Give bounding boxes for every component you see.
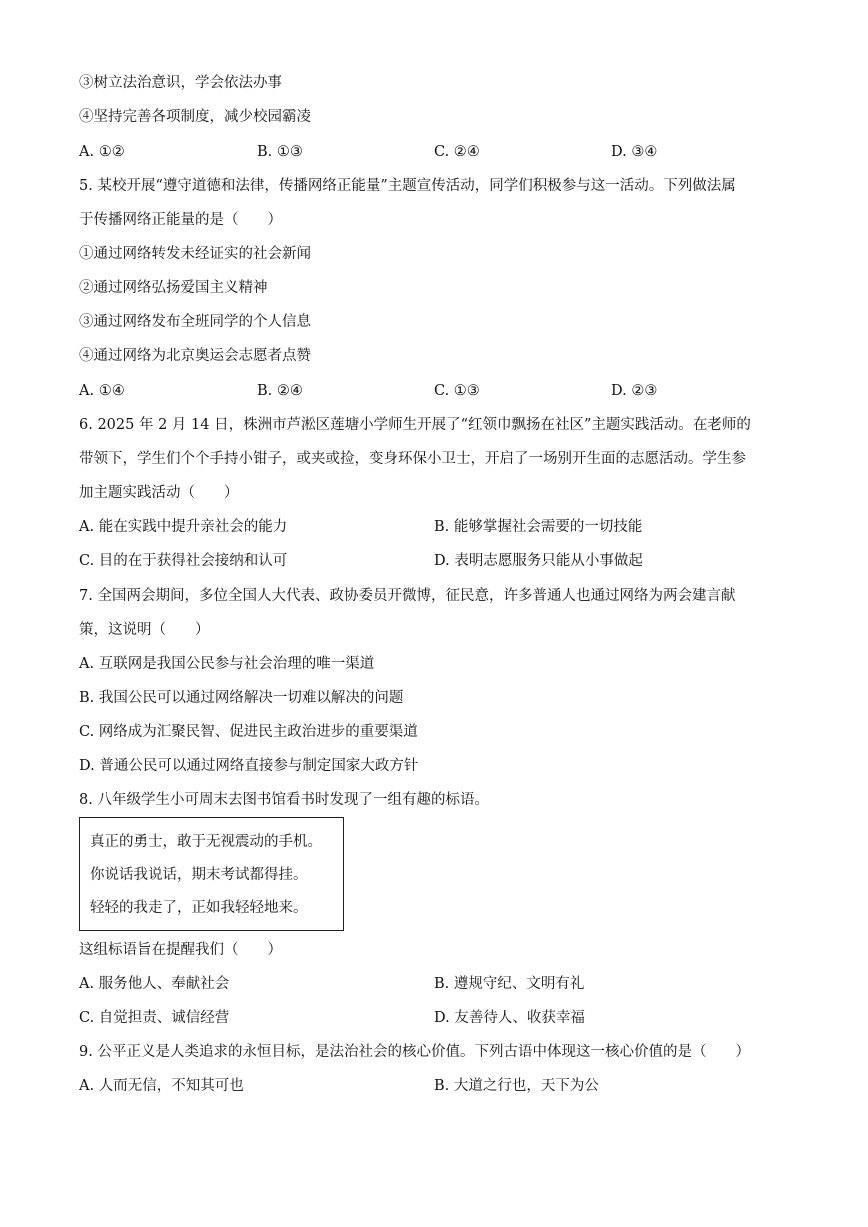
- q4-statement-3: ③树立法治意识，学会依法办事: [79, 75, 282, 91]
- q5-option-a: A. ①④: [79, 383, 125, 399]
- q7-option-b: B. 我国公民可以通过网络解决一切难以解决的问题: [79, 690, 404, 706]
- q7-option-a: A. 互联网是我国公民参与社会治理的唯一渠道: [79, 656, 375, 672]
- q9-option-a: A. 人而无信，不知其可也: [79, 1078, 244, 1094]
- q6-stem-line3: 加主题实践活动（ ）: [79, 485, 239, 501]
- q7-option-c: C. 网络成为汇聚民智、促进民主政治进步的重要渠道: [79, 724, 418, 740]
- q4-option-a: A. ①②: [79, 144, 125, 160]
- q8-option-c: C. 自觉担责、诚信经营: [79, 1010, 230, 1026]
- q8-option-b: B. 遵规守纪、文明有礼: [434, 976, 585, 992]
- q5-stem-line2: 于传播网络正能量的是（ ）: [79, 212, 282, 228]
- q5-option-c: C. ①③: [434, 383, 480, 399]
- q5-statement-3: ③通过网络发布全班同学的个人信息: [79, 314, 311, 330]
- slogan-3: 轻轻的我走了，正如我轻轻地来。: [90, 900, 308, 916]
- q5-stem-line1: 5. 某校开展“遵守道德和法律，传播网络正能量”主题宣传活动，同学们积极参与这一活动。下列做法属: [79, 178, 736, 194]
- q7-option-d: D. 普通公民可以通过网络直接参与制定国家大政方针: [79, 758, 419, 774]
- q9-option-b: B. 大道之行也，天下为公: [434, 1078, 599, 1094]
- q6-option-a: A. 能在实践中提升亲社会的能力: [79, 519, 288, 535]
- q6-stem-line2: 带领下，学生们个个手持小钳子，或夹或捡，变身环保小卫士，开启了一场别开生面的志愿活动。学生参: [79, 451, 746, 467]
- q8-stem: 8. 八年级学生小可周末去图书馆看书时发现了一组有趣的标语。: [79, 792, 489, 808]
- slogan-2: 你说话我说话，期末考试都得挂。: [90, 867, 308, 883]
- q5-option-d: D. ②③: [611, 383, 658, 399]
- q4-option-d: D. ③④: [611, 144, 658, 160]
- q8-option-a: A. 服务他人、奉献社会: [79, 976, 230, 992]
- q9-stem: 9. 公平正义是人类追求的永恒目标，是法治社会的核心价值。下列古语中体现这一核心价值的是（ ）: [79, 1044, 750, 1060]
- q8-option-d: D. 友善待人、收获幸福: [434, 1010, 585, 1026]
- slogan-box: [79, 817, 344, 931]
- q4-option-b: B. ①③: [257, 144, 303, 160]
- q4-statement-4: ④坚持完善各项制度，减少校园霸凌: [79, 109, 311, 125]
- q4-option-c: C. ②④: [434, 144, 480, 160]
- q5-statement-4: ④通过网络为北京奥运会志愿者点赞: [79, 348, 311, 364]
- q6-stem-line1: 6. 2025 年 2 月 14 日，株洲市芦淞区莲塘小学师生开展了“红领巾飘扬在社区”主题实践活动。在老师的: [79, 417, 751, 433]
- q6-option-d: D. 表明志愿服务只能从小事做起: [434, 553, 643, 569]
- q6-option-c: C. 目的在于获得社会接纳和认可: [79, 553, 288, 569]
- q7-stem-line1: 7. 全国两会期间，多位全国人大代表、政协委员开微博，征民意，许多普通人也通过网络为两会建言献: [79, 588, 736, 604]
- slogan-1: 真正的勇士，敢于无视震动的手机。: [90, 834, 322, 850]
- q5-statement-1: ①通过网络转发未经证实的社会新闻: [79, 246, 311, 262]
- q6-option-b: B. 能够掌握社会需要的一切技能: [434, 519, 643, 535]
- q5-option-b: B. ②④: [257, 383, 303, 399]
- q8-question: 这组标语旨在提醒我们（ ）: [79, 942, 282, 958]
- q5-statement-2: ②通过网络弘扬爱国主义精神: [79, 280, 268, 296]
- q7-stem-line2: 策，这说明（ ）: [79, 622, 210, 638]
